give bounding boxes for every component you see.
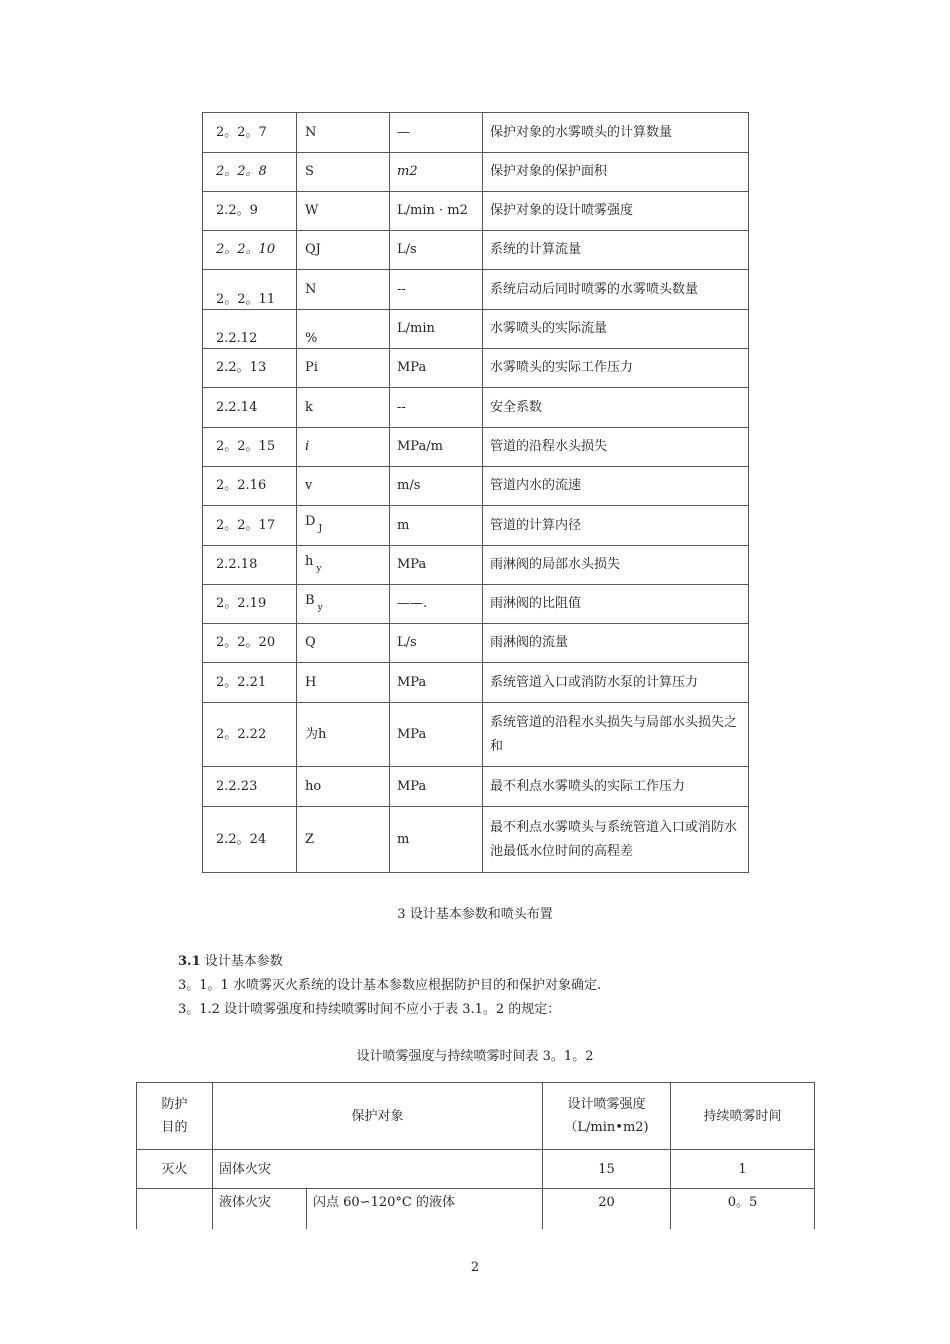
unit: m bbox=[390, 506, 483, 546]
table-row bbox=[203, 506, 749, 546]
paragraph: 3。1。1 水喷雾灭火系统的设计基本参数应根据防护目的和保护对象确定. bbox=[178, 978, 602, 993]
table-row bbox=[203, 153, 749, 192]
unit: MPa/m bbox=[390, 428, 483, 467]
table-row bbox=[203, 703, 749, 767]
unit: m bbox=[390, 807, 483, 873]
description: 雨淋阀的局部水头损失 bbox=[483, 546, 749, 585]
description: 水雾喷头的实际流量 bbox=[483, 310, 749, 349]
item-number: 2.2。24 bbox=[203, 807, 297, 873]
header-duration: 持续喷雾时间 bbox=[671, 1083, 815, 1150]
object-cell: 固体火灾 bbox=[213, 1150, 543, 1189]
description: 管道内水的流速 bbox=[483, 467, 749, 506]
table-header-row bbox=[137, 1083, 815, 1150]
item-number-text: 2.2.12 bbox=[216, 331, 258, 346]
symbol bbox=[297, 546, 390, 585]
item-number: 2。2。15 bbox=[203, 428, 297, 467]
table-row bbox=[203, 546, 749, 585]
unit: L/s bbox=[390, 231, 483, 270]
table-row bbox=[203, 428, 749, 467]
intensity-cell: 20 bbox=[543, 1189, 671, 1230]
item-number: 2.2.14 bbox=[203, 388, 297, 428]
symbol: ho bbox=[297, 767, 390, 807]
item-number: 2。2。8 bbox=[203, 153, 297, 192]
symbol: v bbox=[297, 467, 390, 506]
intensity-cell: 15 bbox=[543, 1150, 671, 1189]
table-row bbox=[203, 467, 749, 506]
description: 系统启动后同时喷雾的水雾喷头数量 bbox=[483, 270, 749, 310]
symbol-text: h bbox=[305, 553, 314, 569]
item-number bbox=[203, 270, 297, 310]
item-number: 2。2.19 bbox=[203, 585, 297, 624]
unit: MPa bbox=[390, 546, 483, 585]
section-heading: 3 设计基本参数和喷头布置 bbox=[397, 907, 553, 922]
purpose-cell: 灭火 bbox=[137, 1150, 213, 1189]
table-row bbox=[137, 1189, 815, 1230]
description: 水雾喷头的实际工作压力 bbox=[483, 349, 749, 388]
item-number: 2.2.18 bbox=[203, 546, 297, 585]
table-row bbox=[203, 663, 749, 703]
paragraph: 3。1.2 设计喷雾强度和持续喷雾时间不应小于表 3.1。2 的规定： bbox=[178, 1002, 561, 1017]
purpose-cell bbox=[137, 1189, 213, 1230]
table-row bbox=[203, 807, 749, 873]
table-row bbox=[203, 310, 749, 349]
description: 系统的计算流量 bbox=[483, 231, 749, 270]
description: 最不利点水雾喷头与系统管道入口或消防水池最低水位时间的高程差 bbox=[483, 807, 749, 873]
symbol: Pi bbox=[297, 349, 390, 388]
table-row bbox=[203, 270, 749, 310]
item-number: 2。2.22 bbox=[203, 703, 297, 767]
header-purpose bbox=[137, 1083, 213, 1150]
header-intensity bbox=[543, 1083, 671, 1150]
header-intensity-text: 设计喷雾强度（L/min•m2) bbox=[564, 1097, 649, 1135]
unit: MPa bbox=[390, 663, 483, 703]
symbol: 为h bbox=[297, 703, 390, 767]
subsection-title-text: 设计基本参数 bbox=[204, 954, 283, 969]
table-row bbox=[203, 113, 749, 153]
description: 系统管道入口或消防水泵的计算压力 bbox=[483, 663, 749, 703]
duration-cell: 0。5 bbox=[671, 1189, 815, 1230]
symbol: N bbox=[297, 113, 390, 153]
item-number: 2。2。17 bbox=[203, 506, 297, 546]
description: 安全系数 bbox=[483, 388, 749, 428]
symbol-subscript: J bbox=[318, 524, 323, 534]
description: 最不利点水雾喷头的实际工作压力 bbox=[483, 767, 749, 807]
symbol-table bbox=[202, 112, 749, 873]
item-number: 2.2。13 bbox=[203, 349, 297, 388]
item-number: 2。2。10 bbox=[203, 231, 297, 270]
symbol: S bbox=[297, 153, 390, 192]
symbol: N bbox=[297, 270, 390, 310]
symbol bbox=[297, 585, 390, 624]
table-row bbox=[203, 192, 749, 231]
subsection-title bbox=[178, 950, 283, 969]
symbol-subscript: y bbox=[316, 563, 322, 574]
unit: -- bbox=[390, 388, 483, 428]
symbol: k bbox=[297, 388, 390, 428]
item-number: 2.2.23 bbox=[203, 767, 297, 807]
symbol: H bbox=[297, 663, 390, 703]
unit: m2 bbox=[390, 153, 483, 192]
unit: L/min bbox=[390, 310, 483, 349]
table-row bbox=[203, 349, 749, 388]
symbol bbox=[297, 506, 390, 546]
table-row bbox=[203, 231, 749, 270]
symbol-text: % bbox=[305, 331, 318, 346]
description: 管道的计算内径 bbox=[483, 506, 749, 546]
unit: L/min · m2 bbox=[390, 192, 483, 231]
item-number-text: 2。2。11 bbox=[216, 291, 276, 307]
symbol: QJ bbox=[297, 231, 390, 270]
symbol-text: B bbox=[305, 592, 315, 608]
symbol: Q bbox=[297, 624, 390, 663]
table-row bbox=[203, 624, 749, 663]
description: 保护对象的设计喷雾强度 bbox=[483, 192, 749, 231]
description: 管道的沿程水头损失 bbox=[483, 428, 749, 467]
item-number: 2。2.21 bbox=[203, 663, 297, 703]
symbol: i bbox=[297, 428, 390, 467]
unit: MPa bbox=[390, 349, 483, 388]
header-object: 保护对象 bbox=[213, 1083, 543, 1150]
unit: MPa bbox=[390, 703, 483, 767]
symbol: W bbox=[297, 192, 390, 231]
description: 雨淋阀的流量 bbox=[483, 624, 749, 663]
table-row bbox=[203, 388, 749, 428]
parameter-table bbox=[136, 1082, 815, 1229]
unit: m/s bbox=[390, 467, 483, 506]
symbol-subscript: y bbox=[317, 602, 323, 613]
symbol-text: D bbox=[305, 514, 316, 529]
unit: MPa bbox=[390, 767, 483, 807]
item-number: 2.2。9 bbox=[203, 192, 297, 231]
table-caption: 设计喷雾强度与持续喷雾时间表 3。1。2 bbox=[356, 1049, 594, 1064]
header-purpose-text: 防护目的 bbox=[161, 1097, 188, 1135]
symbol: Z bbox=[297, 807, 390, 873]
subsection-number: 3.1 bbox=[178, 954, 201, 969]
unit: -- bbox=[390, 270, 483, 310]
item-number: 2。2.16 bbox=[203, 467, 297, 506]
table-row bbox=[137, 1150, 815, 1189]
unit: ——. bbox=[390, 585, 483, 624]
page-number: 2 bbox=[470, 1260, 480, 1275]
table-row bbox=[203, 767, 749, 807]
item-number bbox=[203, 310, 297, 349]
symbol bbox=[297, 310, 390, 349]
duration-cell: 1 bbox=[671, 1150, 815, 1189]
item-number: 2。2。20 bbox=[203, 624, 297, 663]
unit: — bbox=[390, 113, 483, 153]
description: 系统管道的沿程水头损失与局部水头损失之和 bbox=[483, 703, 749, 767]
table-row bbox=[203, 585, 749, 624]
description: 保护对象的水雾喷头的计算数量 bbox=[483, 113, 749, 153]
item-number: 2。2。7 bbox=[203, 113, 297, 153]
object-cell: 液体火灾 bbox=[213, 1189, 307, 1230]
unit: L/s bbox=[390, 624, 483, 663]
object-detail-cell: 闪点 60∽120°C 的液体 bbox=[307, 1189, 543, 1230]
description: 保护对象的保护面积 bbox=[483, 153, 749, 192]
description: 雨淋阀的比阻值 bbox=[483, 585, 749, 624]
